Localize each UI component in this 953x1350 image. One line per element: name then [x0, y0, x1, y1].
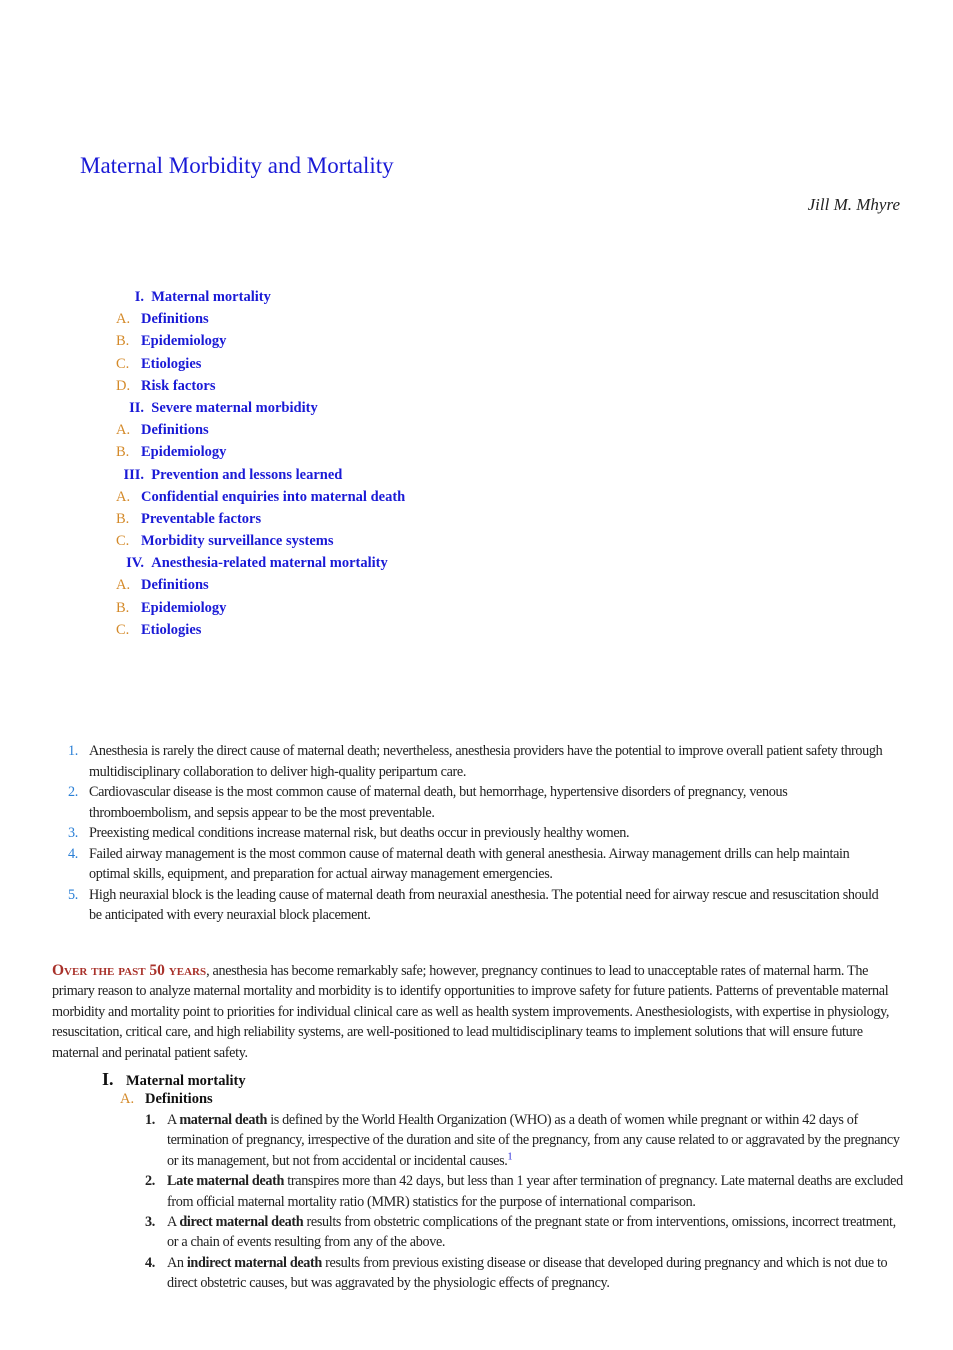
key-point: 3. Preexisting medical conditions increase maternal risk, but deaths occur in previously healthy women.: [68, 825, 630, 841]
definition-item: 2. Late maternal death transpires more than 42 days, but less than 1 year after termination of pregnancy. Late maternal deaths are excluded from official maternal mortality ratio (MMR) statistics for the purpose of international comparison.: [145, 1173, 903, 1210]
outline-item[interactable]: B. Preventable factors: [116, 510, 262, 527]
chapter-title: Maternal Morbidity and Mortality: [80, 153, 394, 178]
intro-lead: Over the past 50 years: [52, 962, 207, 979]
key-points-list: [68, 741, 888, 926]
reference-link[interactable]: 1: [507, 1151, 513, 1163]
key-point: 1. Anesthesia is rarely the direct cause of maternal death; nevertheless, anesthesia providers have the potential to improve overall patient safety through multidisciplinary collaboration to deliver high-quality peripartum care.: [68, 743, 883, 780]
outline-item[interactable]: C. Etiologies: [116, 355, 202, 372]
intro-text: , anesthesia has become remarkably safe; however, pregnancy continues to lead to unacceptable rates of maternal harm. The primary reason to analyze maternal mortality and morbidity is to identify opportunities to improve safety for future patients. Patterns of preventable maternal morbidity and mortality point to priorities for individual clinical care as well as health system improvements. Anesthesiologists, with expertise in physiology, resuscitation, critical care, and high reliability systems, are well-positioned to lead multidisciplinary teams to implement solutions that will ensure future maternal and perinatal patient safety.: [52, 963, 890, 1061]
section-heading: I. Maternal mortality: [102, 1069, 246, 1089]
outline-item[interactable]: A. Definitions: [116, 422, 209, 439]
intro-paragraph: [52, 961, 902, 1063]
definition-item: 1. A maternal death is defined by the World Health Organization (WHO) as a death of women while pregnant or within 42 days of termination of pregnancy, irrespective of the duration and site of the pregnancy, from any cause related to or aggravated by the pregnancy or its management, but not from accidental or incidental causes.$^1$: [145, 1112, 900, 1169]
author-name: Jill M. Mhyre: [807, 195, 900, 214]
outline-item[interactable]: A. Definitions: [116, 311, 209, 328]
definition-item: 4. An indirect maternal death results from previous existing disease or disease that developed during pregnancy and which is not due to direct obstetric causes, but was aggravated by the physiologic effects of pregnancy.: [145, 1254, 888, 1292]
outline-item[interactable]: III. Prevention and lessons learned: [123, 466, 343, 483]
outline-item[interactable]: A. Confidential enquiries into maternal death: [116, 488, 406, 505]
outline-item[interactable]: B. Epidemiology: [116, 444, 227, 461]
outline-item[interactable]: A. Definitions: [116, 577, 209, 594]
chapter-outline: [116, 288, 536, 643]
outline-item[interactable]: B. Epidemiology: [116, 599, 227, 616]
outline-item[interactable]: I. Maternal mortality: [134, 289, 271, 305]
outline-item[interactable]: C. Etiologies: [116, 621, 202, 638]
outline-item[interactable]: D. Risk factors: [116, 377, 216, 394]
key-point: 5. High neuraxial block is the leading cause of maternal death from neuraxial anesthesia. The potential need for airway rescue and resuscitation should be anticipated with every neuraxial block placement.: [68, 886, 879, 923]
definition-item: 3. A direct maternal death results from obstetric complications of the pregnant state or from interventions, omissions, incorrect treatment, or a chain of events resulting from any of the above.: [145, 1214, 896, 1251]
outline-item[interactable]: C. Morbidity surveillance systems: [116, 533, 334, 550]
outline-item[interactable]: B. Epidemiology: [116, 333, 227, 350]
outline-item[interactable]: II. Severe maternal morbidity: [129, 399, 318, 416]
key-point: 2. Cardiovascular disease is the most common cause of maternal death, but hemorrhage, hypertensive disorders of pregnancy, venous thromboembolism, and sepsis appear to be the most preventable.: [68, 784, 788, 821]
definitions-list: [145, 1110, 903, 1294]
subsection-heading: A. Definitions: [120, 1091, 213, 1107]
outline-item[interactable]: IV. Anesthesia-related maternal mortality: [126, 555, 388, 572]
key-point: 4. Failed airway management is the most common cause of maternal death with general anesthesia. Airway management drills can help maintain optimal skills, equipment, and preparation for actual airway management emergencies.: [68, 845, 850, 882]
